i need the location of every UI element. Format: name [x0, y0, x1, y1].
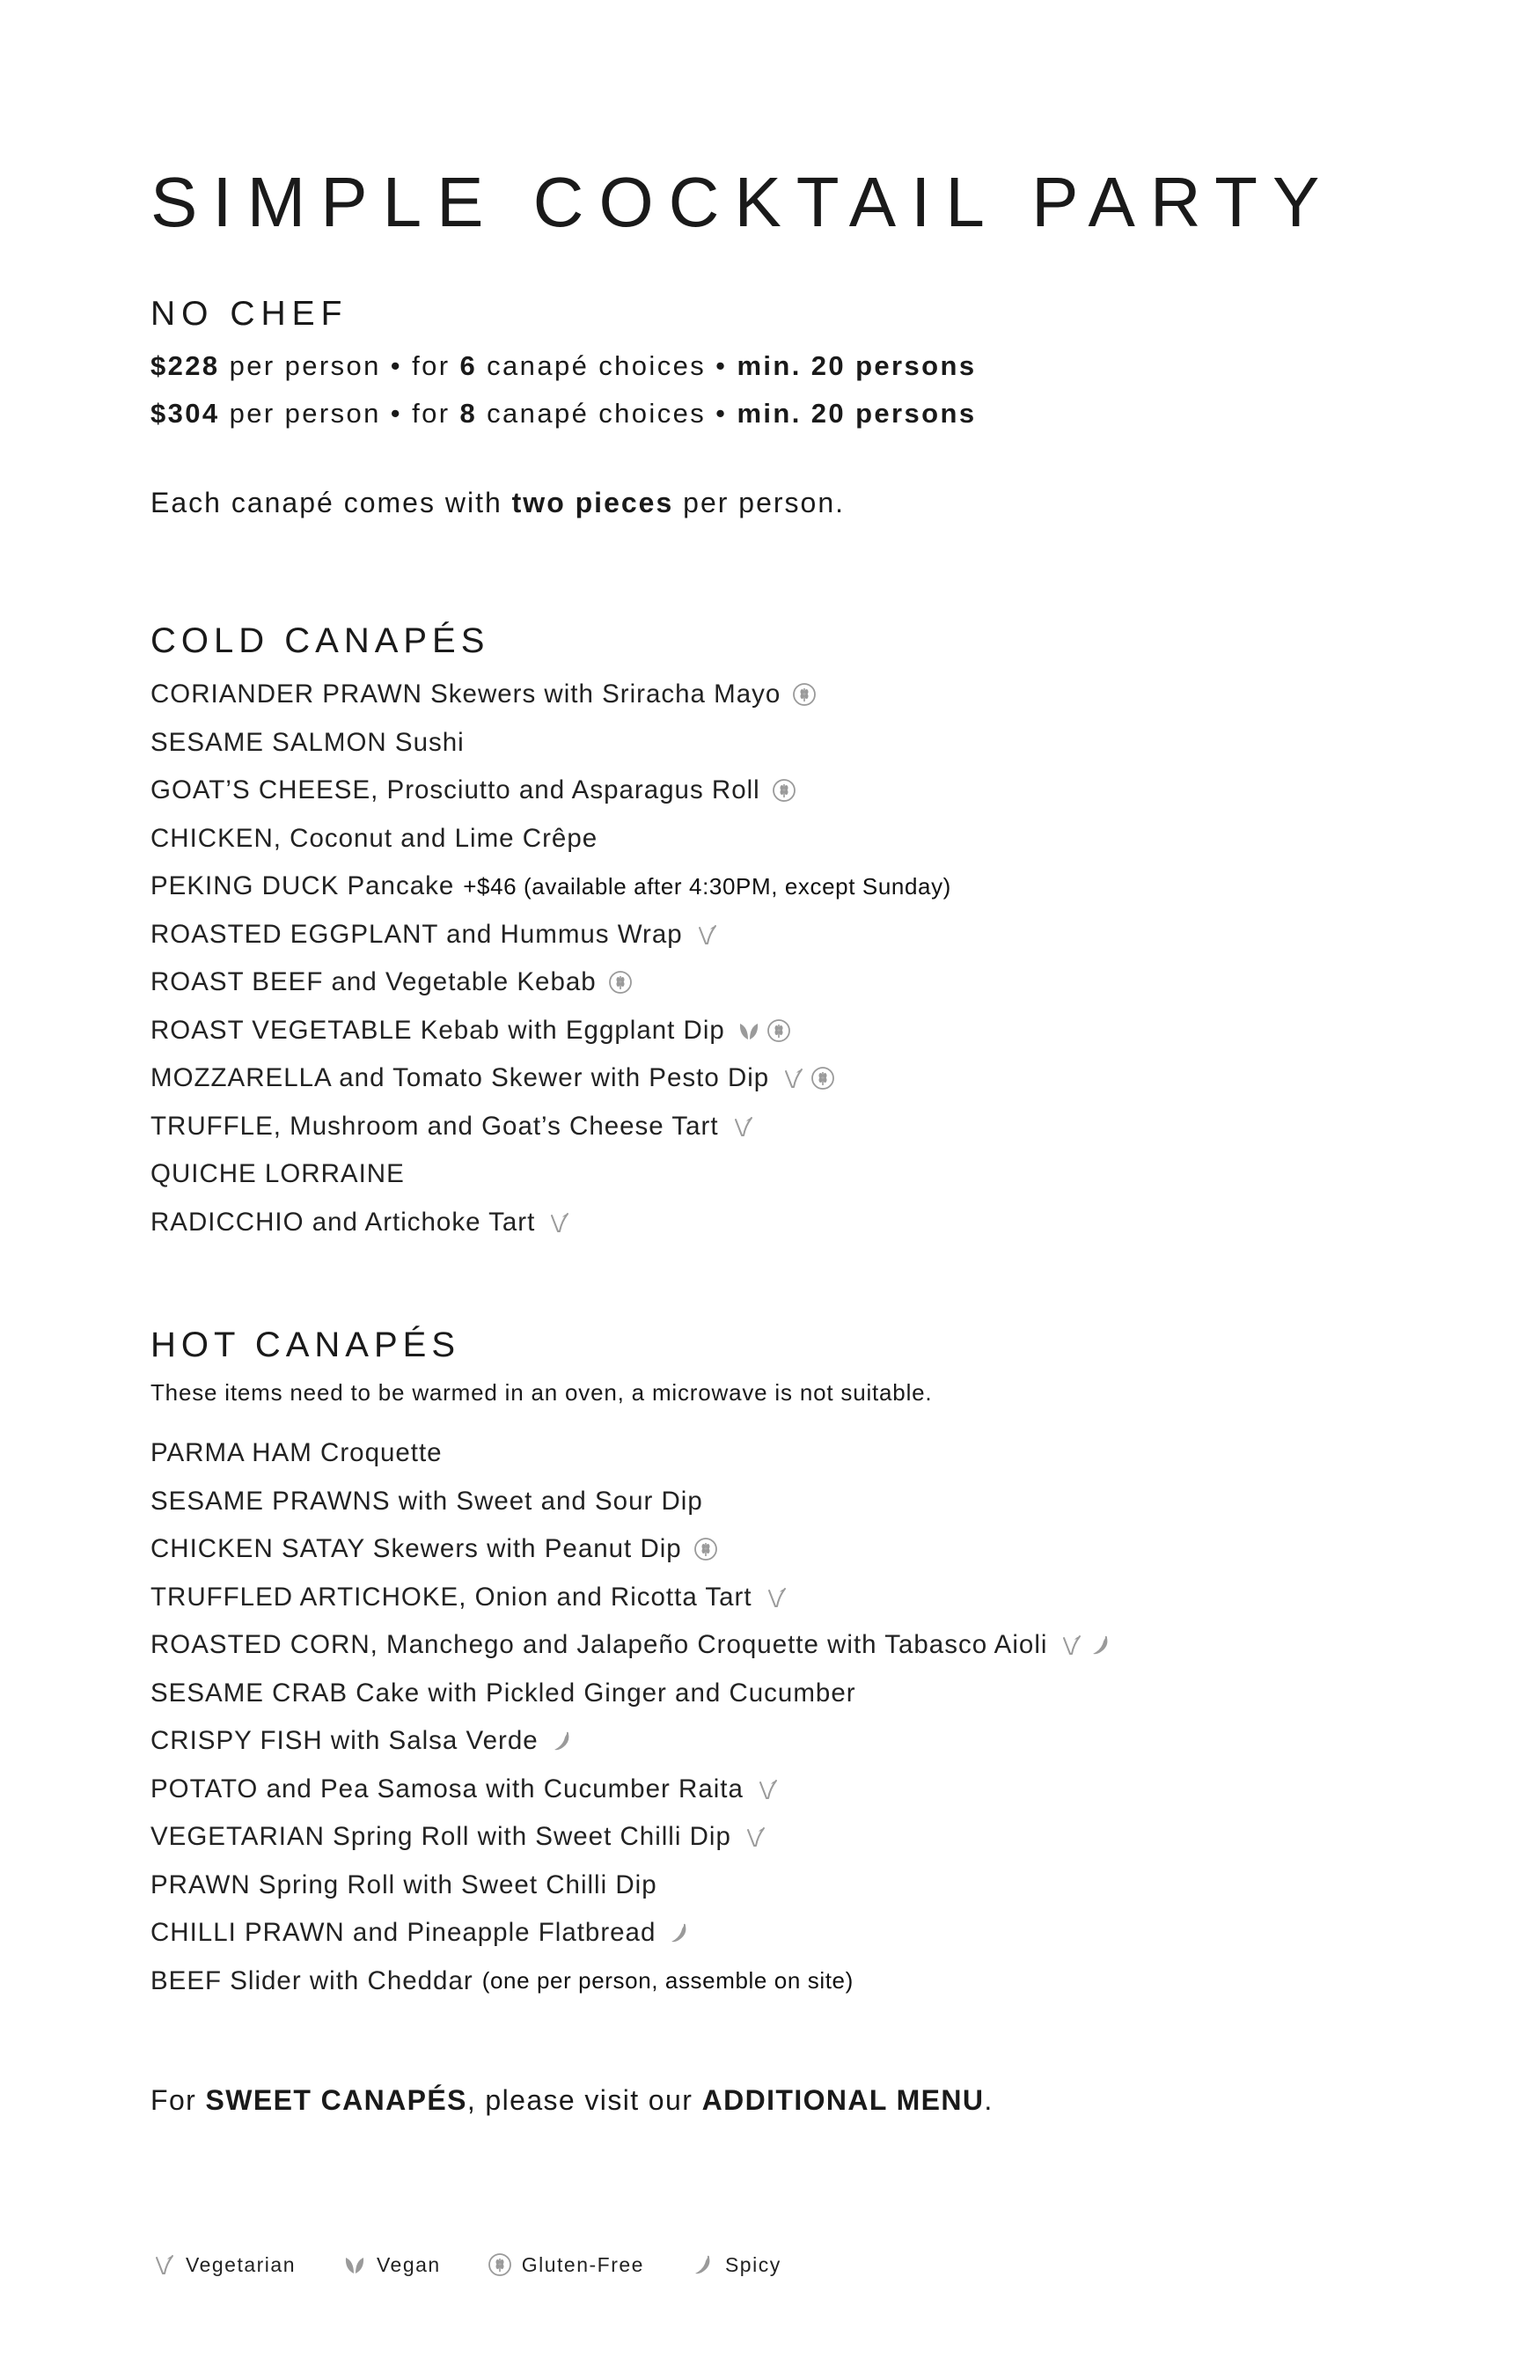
gluten-free-icon	[487, 2251, 513, 2278]
gluten-free-icon	[766, 1017, 792, 1044]
choice-count: 6	[459, 350, 478, 381]
price-amount: $228	[150, 350, 220, 381]
vegetarian-icon	[546, 1209, 572, 1236]
vegetarian-icon	[763, 1584, 789, 1611]
menu-item-note: +$46 (available after 4:30PM, except Sunday)	[463, 872, 951, 900]
dietary-legend	[150, 2251, 827, 2278]
menu-item	[150, 1429, 1114, 1478]
menu-item-name: RADICCHIO and Artichoke Tart	[150, 1207, 536, 1237]
gluten-free-icon	[810, 1065, 836, 1091]
menu-item-name: POTATO and Pea Samosa with Cucumber Raita	[150, 1774, 744, 1803]
menu-item	[150, 1478, 1114, 1526]
menu-item	[150, 1007, 951, 1055]
vegetarian-icon	[780, 1065, 806, 1091]
sweet-mid: , please visit our	[466, 2084, 702, 2116]
pieces-note-post: per person.	[673, 487, 846, 518]
menu-item-name: SESAME PRAWNS with Sweet and Sour Dip	[150, 1486, 703, 1516]
menu-item-name: GOAT’S CHEESE, Prosciutto and Asparagus Roll	[150, 775, 760, 805]
spicy-icon	[666, 1920, 693, 1946]
menu-item	[150, 911, 951, 959]
dietary-icons	[546, 1209, 572, 1236]
menu-item-name: CHICKEN, Coconut and Lime Crêpe	[150, 823, 598, 853]
dietary-icons	[754, 1776, 781, 1803]
dietary-icons	[742, 1824, 768, 1850]
pieces-note-pre: Each canapé comes with	[150, 487, 512, 518]
menu-item-name: SESAME CRAB Cake with Pickled Ginger and Cucumber	[150, 1678, 856, 1708]
dietary-icons	[666, 1920, 693, 1946]
menu-item-name: PARMA HAM Croquette	[150, 1438, 443, 1468]
pieces-note-bold: two pieces	[511, 487, 674, 518]
menu-item-name: CHILLI PRAWN and Pineapple Flatbread	[150, 1918, 656, 1948]
menu-item	[150, 1813, 1114, 1862]
menu-item-name: CRISPY FISH with Salsa Verde	[150, 1726, 539, 1756]
vegetarian-icon	[693, 922, 720, 948]
menu-item-name: ROASTED EGGPLANT and Hummus Wrap	[150, 919, 683, 949]
menu-item-name: SESAME SALMON Sushi	[150, 727, 465, 757]
dietary-icons	[791, 681, 818, 708]
menu-item	[150, 719, 951, 768]
menu-item	[150, 671, 951, 719]
menu-item	[150, 1103, 951, 1151]
menu-item	[150, 1525, 1114, 1574]
gluten-free-icon	[607, 969, 634, 995]
dietary-icons	[771, 777, 797, 804]
cold-canapes-list	[150, 671, 951, 1246]
dietary-icons	[736, 1017, 792, 1044]
price-line	[150, 352, 976, 379]
menu-item	[150, 1199, 951, 1247]
spicy-icon	[549, 1728, 576, 1754]
menu-item-note: (one per person, assemble on site)	[481, 1967, 854, 1994]
page-subtitle: NO CHEF	[150, 295, 348, 333]
menu-item	[150, 1766, 1114, 1814]
menu-item	[150, 1909, 1114, 1958]
legend-item	[690, 2251, 781, 2278]
menu-item-name: CHICKEN SATAY Skewers with Peanut Dip	[150, 1534, 682, 1564]
menu-item-name: TRUFFLED ARTICHOKE, Onion and Ricotta Tart	[150, 1582, 752, 1612]
dietary-icons	[730, 1113, 756, 1140]
vegan-icon	[341, 2251, 368, 2278]
hot-canapes-heading: HOT CANAPÉS	[150, 1326, 460, 1364]
vegetarian-icon	[754, 1776, 781, 1803]
page-title: SIMPLE COCKTAIL PARTY	[150, 163, 1335, 241]
pieces-note	[150, 487, 845, 519]
menu-item-name: VEGETARIAN Spring Roll with Sweet Chilli Dip	[150, 1822, 731, 1852]
menu-item	[150, 1958, 1114, 2006]
sweet-pre: For	[150, 2084, 206, 2116]
hot-canapes-list	[150, 1429, 1114, 2005]
dietary-icons	[780, 1065, 836, 1091]
menu-item	[150, 1670, 1114, 1718]
menu-item-name: PEKING DUCK Pancake	[150, 871, 455, 901]
legend-label: Vegan	[376, 2252, 441, 2276]
legend-item	[341, 2251, 441, 2278]
menu-item-name: MOZZARELLA and Tomato Skewer with Pesto Dip	[150, 1063, 770, 1093]
legend-item	[487, 2251, 644, 2278]
vegan-icon	[736, 1017, 762, 1044]
gluten-free-icon	[693, 1536, 719, 1562]
min-persons: min. 20 persons	[737, 350, 977, 381]
vegetarian-icon	[730, 1113, 756, 1140]
legend-label: Gluten-Free	[521, 2252, 644, 2276]
dietary-icons	[763, 1584, 789, 1611]
spicy-icon	[690, 2251, 716, 2278]
vegetarian-icon	[742, 1824, 768, 1850]
legend-label: Vegetarian	[186, 2252, 296, 2276]
dietary-icons	[1058, 1632, 1114, 1658]
gluten-free-icon	[771, 777, 797, 804]
sweet-canapes-note	[150, 2084, 994, 2117]
menu-item-name: TRUFFLE, Mushroom and Goat’s Cheese Tart	[150, 1111, 719, 1141]
menu-item-name: PRAWN Spring Roll with Sweet Chilli Dip	[150, 1869, 657, 1899]
menu-item	[150, 815, 951, 863]
cold-canapes-heading: COLD CANAPÉS	[150, 621, 490, 660]
menu-item	[150, 767, 951, 815]
price-per: per person • for	[219, 350, 460, 381]
vegetarian-icon	[1058, 1632, 1084, 1658]
price-per: per person • for	[219, 398, 460, 429]
price-amount: $304	[150, 398, 220, 429]
menu-item	[150, 1150, 951, 1199]
menu-item	[150, 1717, 1114, 1766]
menu-item	[150, 863, 951, 911]
sweet-canapes-label: SWEET CANAPÉS	[205, 2084, 467, 2116]
menu-item-name: BEEF Slider with Cheddar	[150, 1965, 473, 1995]
legend-label: Spicy	[724, 2252, 781, 2276]
price-choices: canapé choices •	[477, 350, 737, 381]
dietary-icons	[693, 922, 720, 948]
menu-item	[150, 1621, 1114, 1670]
price-line	[150, 400, 976, 427]
menu-item-name: ROAST BEEF and Vegetable Kebab	[150, 967, 597, 997]
gluten-free-icon	[791, 681, 818, 708]
menu-item-name: QUICHE LORRAINE	[150, 1159, 405, 1189]
menu-item	[150, 1054, 951, 1103]
vegetarian-icon	[150, 2251, 177, 2278]
hot-canapes-note: These items need to be warmed in an oven, a microwave is not suitable.	[150, 1379, 933, 1406]
menu-item-name: ROASTED CORN, Manchego and Jalapeño Croquette with Tabasco Aioli	[150, 1630, 1048, 1660]
legend-item	[150, 2251, 296, 2278]
menu-item-name: ROAST VEGETABLE Kebab with Eggplant Dip	[150, 1015, 725, 1045]
dietary-icons	[607, 969, 634, 995]
menu-item	[150, 1862, 1114, 1910]
menu-item-name: CORIANDER PRAWN Skewers with Sriracha Mayo	[150, 679, 781, 709]
spicy-icon	[1088, 1632, 1114, 1658]
menu-item	[150, 959, 951, 1007]
dietary-icons	[549, 1728, 576, 1754]
choice-count: 8	[459, 398, 478, 429]
menu-item	[150, 1574, 1114, 1622]
price-choices: canapé choices •	[477, 398, 737, 429]
dietary-icons	[693, 1536, 719, 1562]
sweet-post: .	[984, 2084, 994, 2116]
min-persons: min. 20 persons	[737, 398, 977, 429]
additional-menu-label: ADDITIONAL MENU	[701, 2084, 985, 2116]
